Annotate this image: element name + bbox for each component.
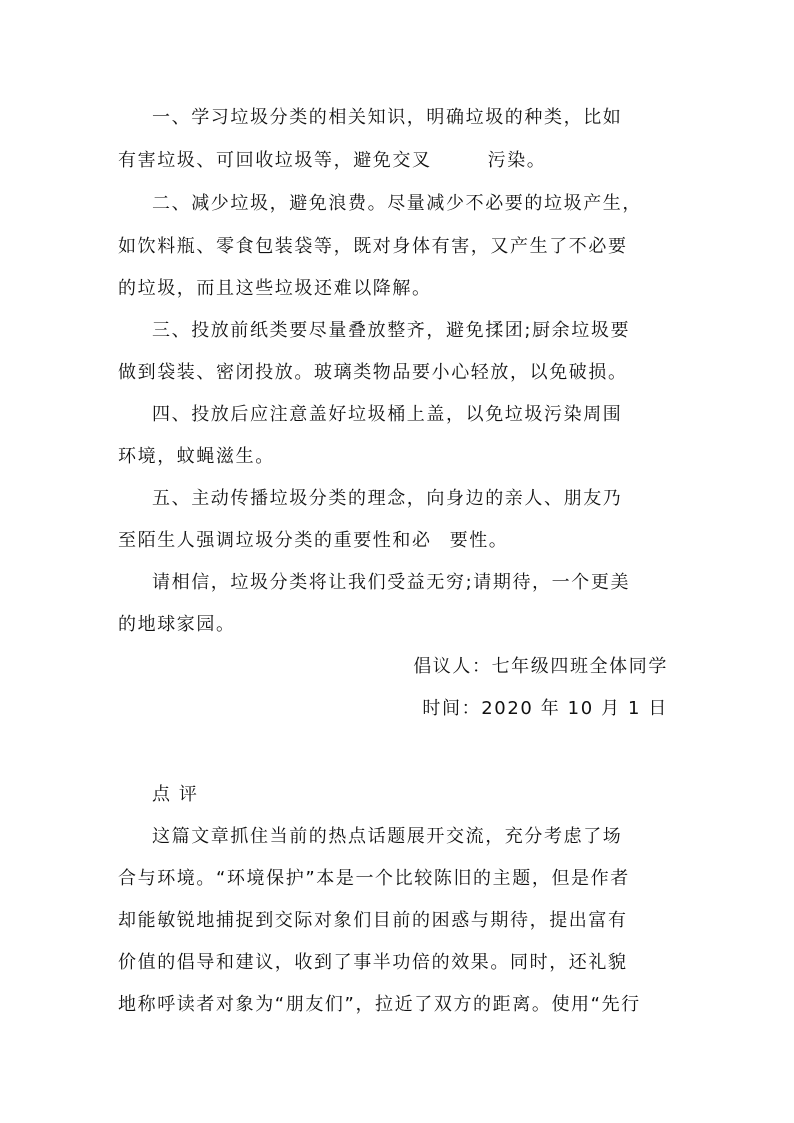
text-run: 至陌生人强调垃圾分类的重要性和必 bbox=[118, 530, 432, 551]
review-line-4: 价值的倡导和建议，收到了事半功倍的效果。同时，还礼貌 bbox=[118, 952, 628, 973]
review-line-1: 这篇文章抓住当前的热点话题展开交流，充分考虑了场 bbox=[152, 826, 623, 847]
signature-proposer: 倡议人：七年级四班全体同学 bbox=[413, 656, 668, 677]
text-run: 如饮料瓶、零食包装袋等，既对身体有害，又产生了不必要 bbox=[118, 236, 628, 257]
text-run: 五、主动传播垃圾分类的理念，向身边的亲人、朋友乃 bbox=[152, 488, 623, 509]
paragraph-2-line-2 bbox=[118, 234, 678, 260]
paragraph-5-line-1 bbox=[152, 486, 712, 512]
paragraph-3-line-2 bbox=[118, 360, 678, 386]
text-run: 要性。 bbox=[449, 530, 509, 551]
paragraph-2-line-3 bbox=[118, 276, 678, 302]
text-run: 的垃圾，而且这些垃圾还难以降解。 bbox=[118, 278, 432, 299]
text-run: 做到袋装、密闭投放。玻璃类物品要小心轻放，以免破损。 bbox=[118, 362, 628, 383]
review-line-3: 却能敏锐地捕捉到交际对象们目前的困惑与期待，提出富有 bbox=[118, 910, 628, 931]
paragraph-4-line-1 bbox=[152, 402, 712, 428]
paragraph-3-line-1 bbox=[152, 318, 712, 344]
paragraph-1-line-2 bbox=[118, 148, 678, 174]
paragraph-2-line-1 bbox=[152, 191, 712, 217]
review-heading: 点 评 bbox=[152, 784, 199, 805]
text-run: 环境，蚊蝇滋生。 bbox=[118, 446, 275, 467]
text-run: 请相信，垃圾分类将让我们受益无穷;请期待，一个更美 bbox=[152, 572, 631, 593]
text-run: 污染。 bbox=[487, 150, 547, 171]
paragraph-6-line-2 bbox=[118, 612, 678, 638]
text-run: 二、减少垃圾，避免浪费。尽量减少不必要的垃圾产生， bbox=[152, 193, 642, 214]
text-run: 四、投放后应注意盖好垃圾桶上盖，以免垃圾污染周围 bbox=[152, 404, 623, 425]
text-run: 一、学习垃圾分类的相关知识，明确垃圾的种类，比如 bbox=[152, 107, 623, 128]
text-run: 的地球家园。 bbox=[118, 614, 236, 635]
text-run: 有害垃圾、可回收垃圾等，避免交叉 bbox=[118, 150, 432, 171]
signature-date: 时间：2020 年 10 月 1 日 bbox=[422, 698, 668, 719]
paragraph-6-line-1 bbox=[152, 570, 712, 596]
review-line-2: 合与环境。“环境保护”本是一个比较陈旧的主题，但是作者 bbox=[118, 868, 630, 889]
paragraph-1-line-1 bbox=[152, 105, 712, 131]
paragraph-5-line-2 bbox=[118, 528, 678, 554]
review-line-5: 地称呼读者对象为“朋友们”，拉近了双方的距离。使用“先行 bbox=[118, 994, 641, 1015]
paragraph-4-line-2 bbox=[118, 444, 678, 470]
text-run: 三、投放前纸类要尽量叠放整齐，避免揉团;厨余垃圾要 bbox=[152, 320, 631, 341]
